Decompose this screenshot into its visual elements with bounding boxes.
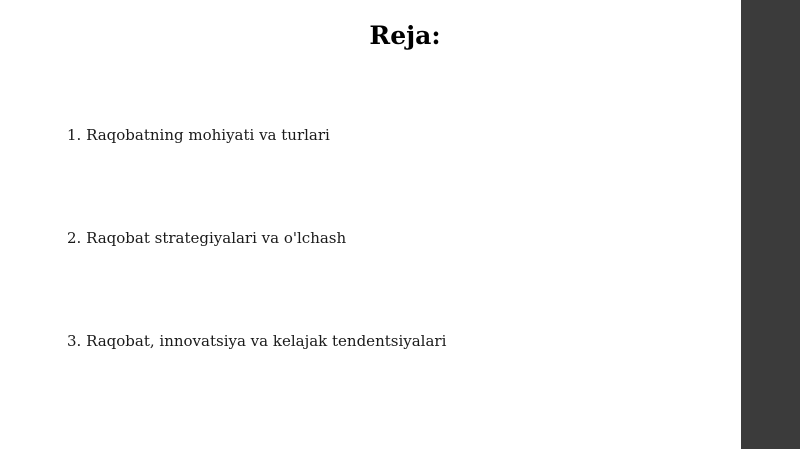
agenda-item-2: 2. Raqobat strategiyalari va o'lchash <box>67 229 347 247</box>
agenda-item-1: 1. Raqobatning mohiyati va turlari <box>67 126 330 144</box>
slide-title: Reja: <box>369 21 441 50</box>
agenda-item-3: 3. Raqobat, innovatsiya va kelajak tendentsiyalari <box>67 332 447 350</box>
right-side-panel <box>741 0 800 449</box>
